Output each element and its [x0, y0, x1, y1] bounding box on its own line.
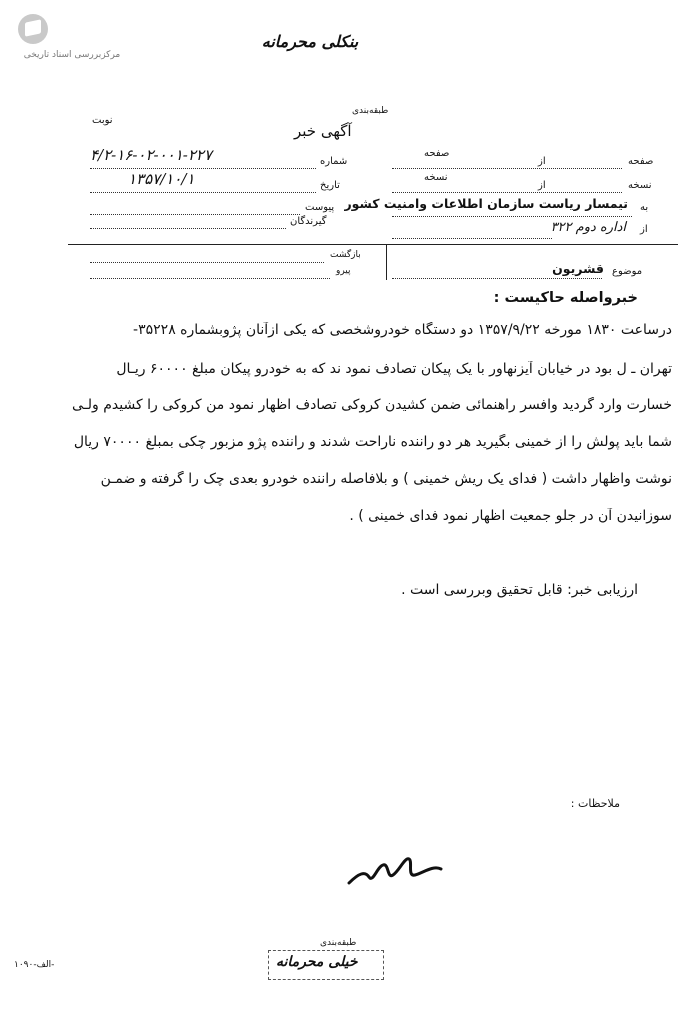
turn-label: نوبت: [92, 115, 113, 126]
returned-dotline: [90, 262, 324, 263]
copy-dotline: [392, 192, 622, 193]
form-code: ۱۰۹۰-الف-: [14, 960, 55, 970]
subject-dotline: [392, 278, 602, 279]
page-label: صفحه: [628, 156, 654, 167]
report-line-2: تهران ـ ل بود در خیابان آیزنهاور با یک پیکان تصادف نمود ند که به خودرو پیکان مبلغ ۶۰۰۰۰ ریـال: [116, 361, 672, 377]
page-label-secondary: صفحه: [424, 148, 450, 159]
watermark-text: مرکزبررسی اسناد تاریخی: [23, 50, 121, 60]
from-value: اداره دوم ۳۲۲: [550, 220, 626, 235]
remarks-label: ملاحظات :: [570, 797, 620, 810]
evaluation-line: ارزیابی خبر: قابل تحقیق وبررسی است .: [401, 582, 638, 598]
recipients-dotline: [90, 228, 286, 229]
subject-label: موضوع: [612, 266, 643, 277]
bottom-classification-label: طبقه‌بندی: [320, 938, 357, 948]
subject-value: قشریون: [552, 261, 604, 276]
header-separator: [68, 244, 678, 245]
date-dotline: [90, 192, 316, 193]
to-dotline: [392, 216, 632, 217]
file-label: پیرو: [336, 266, 351, 276]
classification-label: طبقه‌بندی: [352, 106, 389, 116]
report-line-3: خسارت وارد گردید وافسر راهنمائی ضمن کشیدن کروکی تصادف اظهار نمود من کروکی را کشیدم ولـی: [72, 397, 672, 413]
report-line-4: شما باید پولش را از خمینی بگیرید هر دو راننده ناراحت شدند و راننده پژو مزبور چکی بمبلغ ۷۰۰۰۰ ریال: [73, 434, 672, 450]
from-label: از: [640, 224, 648, 235]
report-line-6: سوزانیدن آن در جلو جمعیت اظهار نمود فدای خمینی ) .: [349, 508, 672, 524]
signature-mark: [345, 845, 445, 895]
bottom-stamp-text: خیلی محرمانه: [276, 954, 358, 970]
returned-label: بازگشت: [330, 250, 361, 260]
number-dotline: [90, 168, 316, 169]
attachment-label: پیوست: [305, 202, 335, 213]
header-column-divider: [386, 244, 387, 280]
copy-of-label: از: [538, 180, 546, 191]
date-value: ۱۳۵۷/۱۰/۱: [128, 170, 195, 188]
to-value: تیمسار ریاست سازمان اطلاعات وامنیت کشور: [344, 196, 628, 211]
copy-label: نسخه: [628, 180, 652, 191]
attachment-dotline: [90, 214, 300, 215]
number-value: ۴/۲-۱۶-۰۲-۰۰۱-۲۲۷: [90, 146, 213, 164]
top-classification-stamp: بنکلی محرمانه: [261, 32, 359, 51]
date-label: تاریخ: [320, 180, 340, 191]
from-dotline: [392, 238, 552, 239]
page-dotline: [392, 168, 622, 169]
file-dotline: [90, 278, 330, 279]
recipients-label: گیرندگان: [290, 216, 327, 227]
report-heading: خبرواصله حاکیست :: [493, 290, 638, 306]
copy-label-secondary: نسخه: [424, 172, 448, 183]
page-of-label: از: [538, 156, 546, 167]
number-label: شماره: [320, 156, 348, 167]
to-label: به: [640, 202, 649, 213]
archive-logo: [10, 10, 140, 66]
report-line-5: نوشت واظهار داشت ( فدای یک ریش خمینی ) و بلافاصله راننده خودرو بعدی چک را گرفته و ضمـن: [100, 471, 672, 487]
classification-value: آگهی خبر: [294, 122, 352, 140]
report-line-1: درساعت ۱۸۳۰ مورخه ۱۳۵۷/۹/۲۲ دو دستگاه خودروشخصی که یکی ازآنان پژوبشماره ۳۵۲۲۸-: [133, 322, 672, 338]
